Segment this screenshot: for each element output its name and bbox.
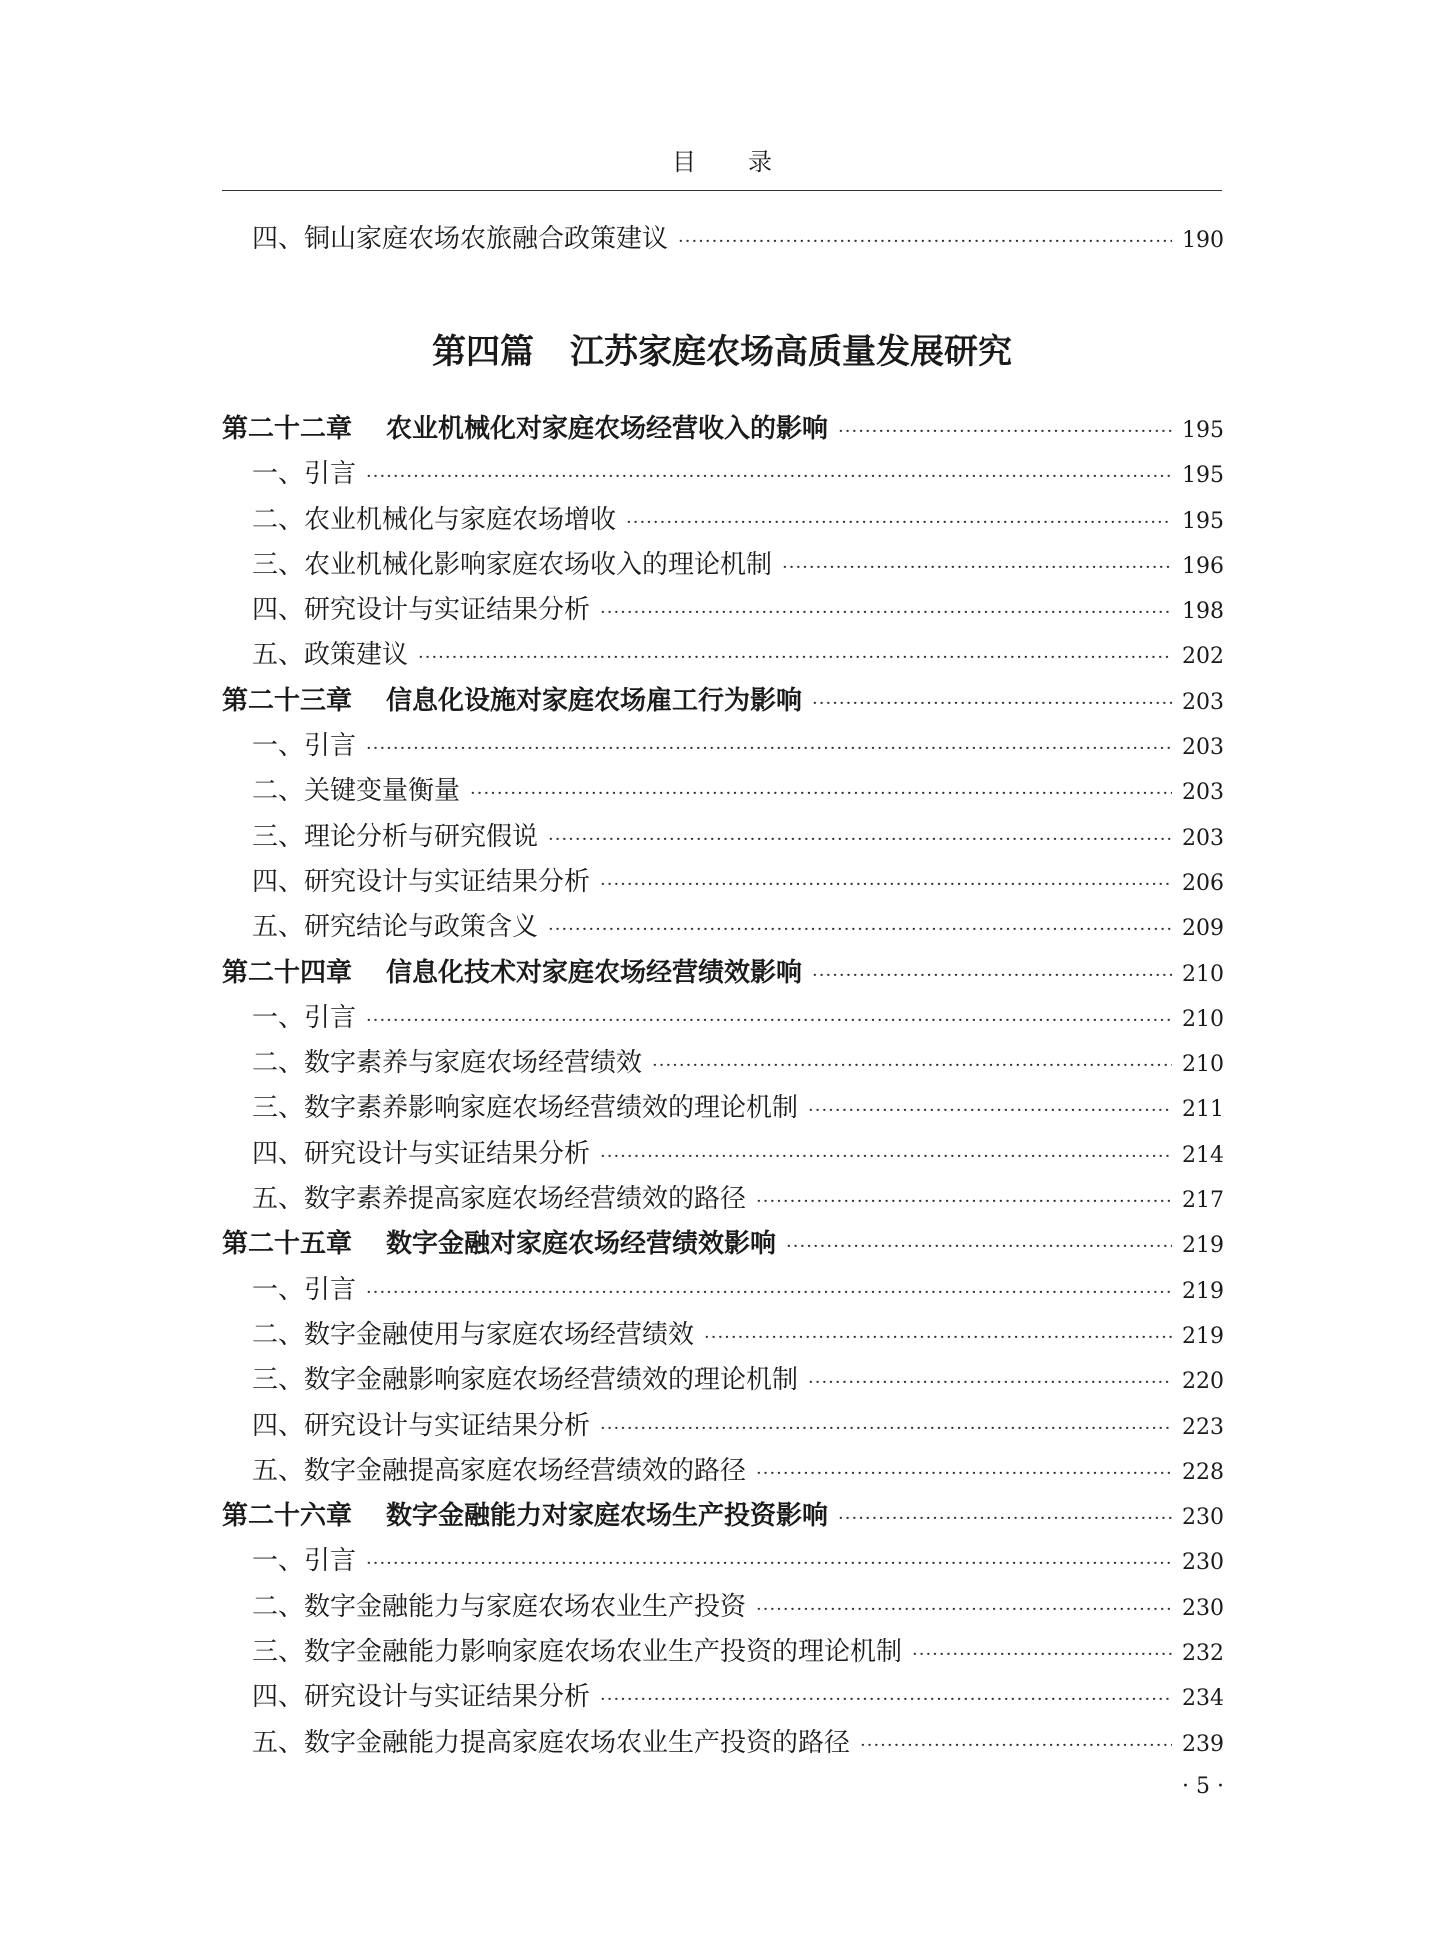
dot-leader xyxy=(786,1236,1172,1257)
section-page: 217 xyxy=(1182,1188,1224,1214)
dot-leader xyxy=(366,1282,1172,1303)
toc-section-entry[interactable] xyxy=(222,453,1222,498)
toc-section-entry[interactable] xyxy=(222,1314,1222,1359)
chapter-page: 230 xyxy=(1182,1505,1224,1531)
dot-leader xyxy=(808,1100,1172,1121)
toc-section-entry[interactable] xyxy=(222,1133,1222,1178)
part-name: 江苏家庭农场高质量发展研究 xyxy=(570,332,1012,372)
toc-section-entry[interactable] xyxy=(222,997,1222,1042)
chapter-number: 第二十四章 xyxy=(222,957,353,988)
section-title: 二、农业机械化与家庭农场增收 xyxy=(252,504,617,535)
dot-leader xyxy=(600,874,1172,895)
toc-section-entry[interactable] xyxy=(222,1722,1222,1767)
chapter-page: 210 xyxy=(1182,961,1224,987)
dot-leader xyxy=(470,783,1172,804)
toc-chapter-entry[interactable] xyxy=(222,680,1222,725)
section-title: 五、数字素养提高家庭农场经营绩效的路径 xyxy=(252,1184,747,1215)
section-page: 220 xyxy=(1182,1369,1224,1395)
toc-section-entry[interactable] xyxy=(222,1178,1222,1223)
dot-leader xyxy=(782,557,1172,578)
toc-section-entry[interactable] xyxy=(222,861,1222,906)
dot-leader xyxy=(548,919,1172,940)
section-page: 232 xyxy=(1182,1641,1224,1667)
toc-chapter-entry[interactable] xyxy=(222,952,1222,997)
dot-leader xyxy=(808,1372,1172,1393)
section-page: 230 xyxy=(1182,1550,1224,1576)
dot-leader xyxy=(548,829,1172,850)
toc-chapter-entry[interactable] xyxy=(222,1495,1222,1540)
toc-section-entry[interactable] xyxy=(222,1676,1222,1721)
section-page: 223 xyxy=(1182,1414,1224,1440)
toc-section-entry[interactable] xyxy=(222,1087,1222,1132)
section-title: 三、理论分析与研究假说 xyxy=(252,821,539,852)
dot-leader xyxy=(678,231,1172,252)
header-right-char: 录 xyxy=(748,148,772,176)
dot-leader xyxy=(756,1191,1172,1212)
dot-leader xyxy=(812,693,1172,714)
part-title xyxy=(222,324,1222,373)
dot-leader xyxy=(600,1689,1172,1710)
dot-leader xyxy=(366,738,1172,759)
toc-section-entry[interactable] xyxy=(222,725,1222,770)
dot-leader xyxy=(600,1418,1172,1439)
section-page: 210 xyxy=(1182,1052,1224,1078)
chapter-page: 203 xyxy=(1182,689,1224,715)
toc-section-entry[interactable] xyxy=(222,1405,1222,1450)
section-page: 234 xyxy=(1182,1686,1224,1712)
dot-leader xyxy=(600,602,1172,623)
dot-leader xyxy=(912,1644,1172,1665)
dot-leader xyxy=(366,466,1172,487)
dot-leader xyxy=(756,1463,1172,1484)
toc-section-entry[interactable] xyxy=(222,906,1222,951)
dot-leader xyxy=(418,647,1172,668)
chapter-page: 219 xyxy=(1182,1233,1224,1259)
section-title: 四、研究设计与实证结果分析 xyxy=(252,1682,591,1713)
page-number: · 5 · xyxy=(1182,1774,1224,1799)
chapter-title: 信息化设施对家庭农场雇工行为影响 xyxy=(386,685,803,716)
dot-leader xyxy=(626,512,1172,533)
toc-list xyxy=(222,408,1222,1767)
section-title: 一、引言 xyxy=(252,1002,357,1033)
section-page: 214 xyxy=(1182,1142,1224,1168)
section-title: 三、数字素养影响家庭农场经营绩效的理论机制 xyxy=(252,1093,799,1124)
section-title: 二、数字素养与家庭农场经营绩效 xyxy=(252,1048,643,1079)
dot-leader xyxy=(366,1010,1172,1031)
section-page: 196 xyxy=(1182,553,1224,579)
section-title: 五、政策建议 xyxy=(252,640,409,671)
section-page: 230 xyxy=(1182,1595,1224,1621)
section-title: 三、数字金融影响家庭农场经营绩效的理论机制 xyxy=(252,1365,799,1396)
toc-entry-title: 四、铜山家庭农场农旅融合政策建议 xyxy=(252,224,669,254)
chapter-title: 数字金融能力对家庭农场生产投资影响 xyxy=(386,1501,829,1532)
section-title: 三、数字金融能力影响家庭农场农业生产投资的理论机制 xyxy=(252,1637,903,1668)
dot-leader xyxy=(838,1508,1172,1529)
chapter-number: 第二十三章 xyxy=(222,685,353,716)
section-page: 239 xyxy=(1182,1731,1224,1757)
dot-leader xyxy=(756,1599,1172,1620)
section-title: 二、数字金融能力与家庭农场农业生产投资 xyxy=(252,1591,747,1622)
toc-section-entry[interactable] xyxy=(222,1631,1222,1676)
toc-section-entry[interactable] xyxy=(222,634,1222,679)
toc-section-entry[interactable] xyxy=(222,1359,1222,1404)
section-page: 203 xyxy=(1182,780,1224,806)
section-page: 203 xyxy=(1182,735,1224,761)
section-page: 209 xyxy=(1182,916,1224,942)
section-title: 二、关键变量衡量 xyxy=(252,776,461,807)
header-left-char: 目 xyxy=(672,148,696,176)
dot-leader xyxy=(838,421,1172,442)
section-page: 195 xyxy=(1182,463,1224,489)
section-page: 219 xyxy=(1182,1323,1224,1349)
dot-leader xyxy=(652,1055,1172,1076)
section-title: 一、引言 xyxy=(252,731,357,762)
dot-leader xyxy=(860,1735,1172,1756)
chapter-title: 信息化技术对家庭农场经营绩效影响 xyxy=(386,957,803,988)
chapter-title: 农业机械化对家庭农场经营收入的影响 xyxy=(386,414,829,444)
toc-section-entry[interactable] xyxy=(222,816,1222,861)
section-page: 198 xyxy=(1182,599,1224,625)
section-page: 210 xyxy=(1182,1006,1224,1032)
section-page: 228 xyxy=(1182,1459,1224,1485)
toc-section-entry[interactable] xyxy=(222,544,1222,589)
chapter-page: 195 xyxy=(1182,418,1224,443)
dot-leader xyxy=(366,1553,1172,1574)
toc-section-entry[interactable] xyxy=(222,589,1222,634)
section-page: 202 xyxy=(1182,644,1224,670)
section-title: 一、引言 xyxy=(252,459,357,490)
section-page: 219 xyxy=(1182,1278,1224,1304)
section-title: 五、研究结论与政策含义 xyxy=(252,912,539,943)
section-page: 195 xyxy=(1182,508,1224,534)
running-header xyxy=(222,142,1222,177)
section-page: 211 xyxy=(1182,1097,1224,1123)
section-title: 五、数字金融提高家庭农场经营绩效的路径 xyxy=(252,1455,747,1486)
toc-section-entry[interactable] xyxy=(222,1269,1222,1314)
part-number: 第四篇 xyxy=(432,332,534,372)
section-title: 三、农业机械化影响家庭农场收入的理论机制 xyxy=(252,549,773,580)
section-title: 四、研究设计与实证结果分析 xyxy=(252,1410,591,1441)
toc-section-entry[interactable] xyxy=(222,1586,1222,1631)
dot-leader xyxy=(704,1327,1172,1348)
section-page: 203 xyxy=(1182,825,1224,851)
toc-chapter-entry[interactable] xyxy=(222,1223,1222,1268)
section-title: 四、研究设计与实证结果分析 xyxy=(252,866,591,897)
dot-leader xyxy=(812,965,1172,986)
section-title: 二、数字金融使用与家庭农场经营绩效 xyxy=(252,1319,695,1350)
toc-section-entry[interactable] xyxy=(222,770,1222,815)
toc-chapter-entry[interactable] xyxy=(222,408,1222,453)
toc-section-entry[interactable] xyxy=(222,1450,1222,1495)
toc-continued-list xyxy=(222,218,1222,263)
toc-section-entry[interactable] xyxy=(222,1042,1222,1087)
dot-leader xyxy=(600,1146,1172,1167)
section-title: 一、引言 xyxy=(252,1274,357,1305)
header-rule xyxy=(222,190,1222,191)
section-page: 206 xyxy=(1182,870,1224,896)
section-title: 五、数字金融能力提高家庭农场农业生产投资的路径 xyxy=(252,1727,851,1758)
chapter-number: 第二十五章 xyxy=(222,1229,353,1260)
chapter-number: 第二十六章 xyxy=(222,1501,353,1532)
chapter-number: 第二十二章 xyxy=(222,414,353,444)
section-title: 一、引言 xyxy=(252,1546,357,1577)
toc-section-entry[interactable] xyxy=(222,1540,1222,1585)
toc-section-entry[interactable] xyxy=(222,499,1222,544)
chapter-title: 数字金融对家庭农场经营绩效影响 xyxy=(386,1229,777,1260)
section-title: 四、研究设计与实证结果分析 xyxy=(252,595,591,626)
toc-entry[interactable] xyxy=(222,218,1222,263)
toc-entry-page: 190 xyxy=(1182,228,1224,253)
section-title: 四、研究设计与实证结果分析 xyxy=(252,1138,591,1169)
